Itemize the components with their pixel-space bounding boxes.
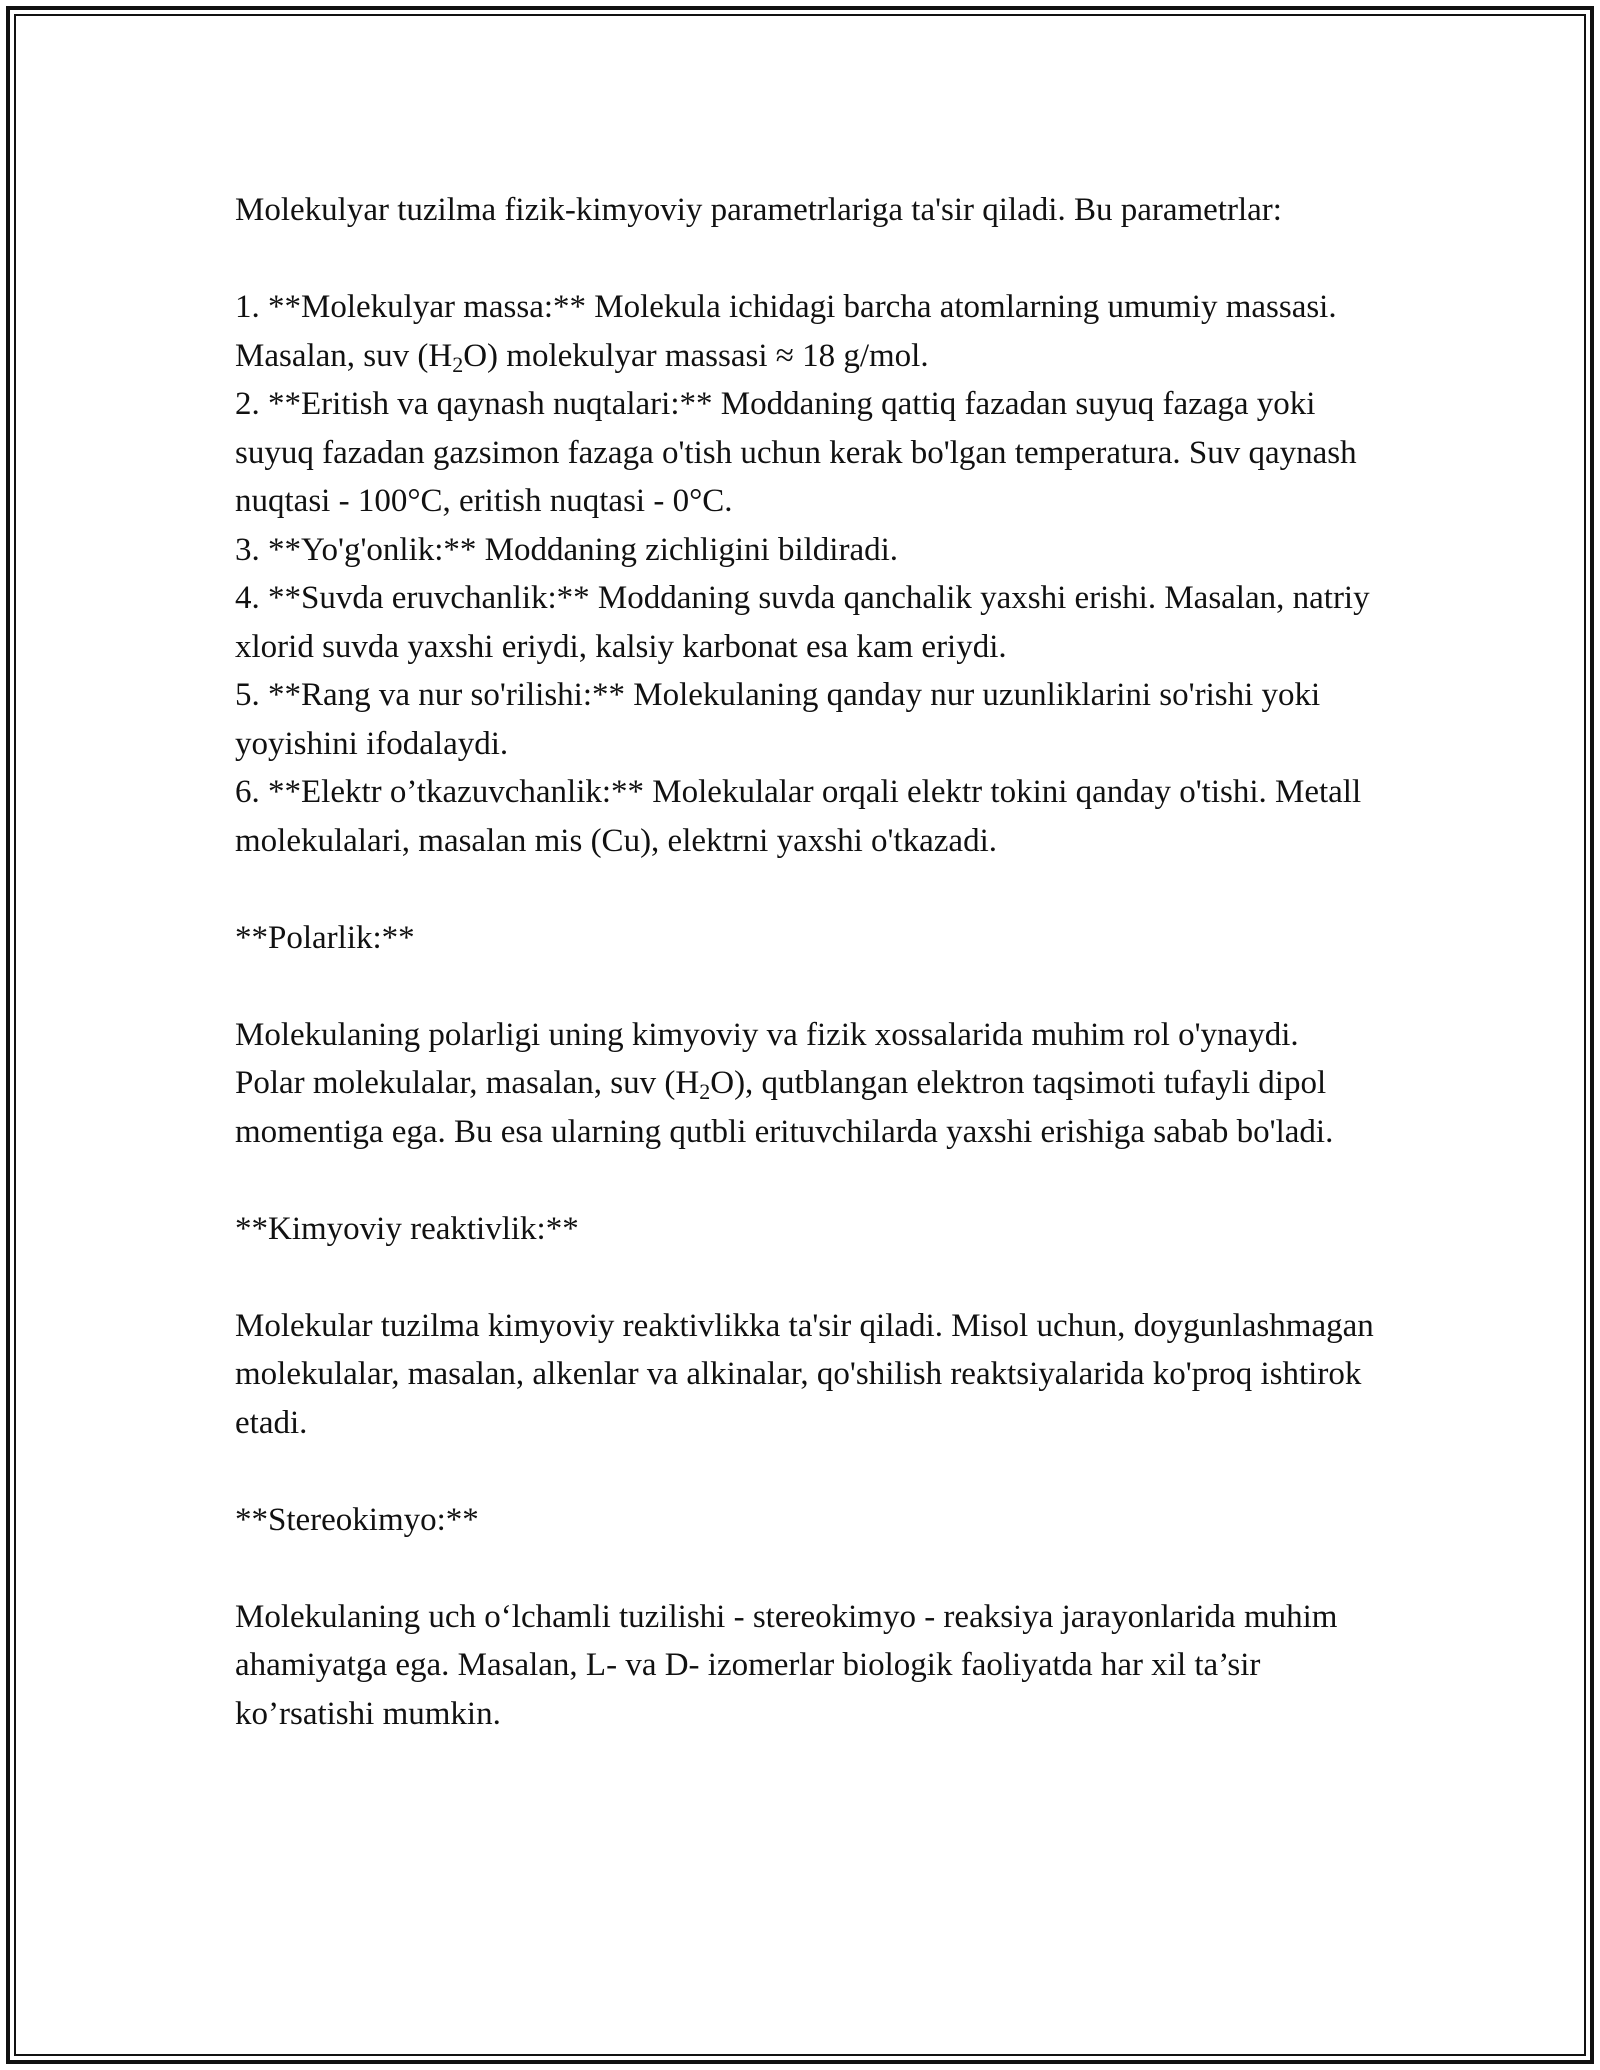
polarlik-paragraph [235, 1011, 1375, 1157]
section-heading-stereokimyo: **Stereokimyo:** [235, 1501, 479, 1538]
spacer [235, 1156, 1375, 1205]
polarlik-text: Molekulaning polarligi uning kimyoviy va fizik xossalarida muhim rol o'ynaydi. Polar molekulalar, masalan, suv (H [235, 1016, 1299, 1101]
stereokimyo-paragraph: Molekulaning uch o‘lchamli tuzilishi - stereokimyo - reaksiya jarayonlarida muhim ahamiyatga ega. Masalan, L- va D- izomerlar biologik faoliyatda har xil ta’sir ko’rsatishi mumkin. [235, 1598, 1338, 1732]
spacer [235, 1447, 1375, 1496]
subscript-2: 2 [699, 1079, 711, 1104]
list-item-melting-boiling: 2. **Eritish va qaynash nuqtalari:** Moddaning qattiq fazadan suyuq fazaga yoki suyuq fazadan gazsimon fazaga o'tish uchun kerak bo'lgan temperatura. Suv qaynash nuqtasi - 100°C, eritish nuqtasi - 0°C. [235, 386, 1357, 519]
list-item-1-text: 1. **Molekulyar massa:** Molekula ichidagi barcha atomlarning umumiy massasi. Masalan, suv (H [235, 289, 1337, 374]
spacer [235, 865, 1375, 914]
subscript-2: 2 [452, 351, 464, 377]
spacer [235, 235, 1375, 284]
list-item-density: 3. **Yo'g'onlik:** Moddaning zichligini bildiradi. [235, 531, 899, 568]
spacer [235, 1253, 1375, 1302]
reaktivlik-paragraph: Molekular tuzilma kimyoviy reaktivlikka ta'sir qiladi. Misol uchun, doygunlashmagan molekulalar, masalan, alkenlar va alkinalar, qo'shilish reaktsiyalarida ko'proq ishtirok etadi. [235, 1307, 1374, 1441]
list-item-molecular-mass [235, 283, 1375, 380]
spacer [235, 962, 1375, 1011]
spacer [235, 1544, 1375, 1593]
section-heading-reaktivlik: **Kimyoviy reaktivlik:** [235, 1210, 579, 1247]
section-heading-polarlik: **Polarlik:** [235, 919, 415, 956]
list-item-solubility: 4. **Suvda eruvchanlik:** Moddaning suvda qanchalik yaxshi erishi. Masalan, natriy xlorid suvda yaxshi eriydi, kalsiy karbonat esa kam eriydi. [235, 580, 1370, 665]
polarlik-text-cont: O), qutblangan elektron taqsimoti tufayli dipol momentiga ega. Bu esa ularning qutbli erituvchilarda yaxshi erishiga sabab bo'ladi. [235, 1065, 1334, 1150]
list-item-conductivity: 6. **Elektr o’tkazuvchanlik:** Molekulalar orqali elektr tokini qanday o'tishi. Metall molekulalari, masalan mis (Cu), elektrni yaxshi o'tkazadi. [235, 774, 1362, 859]
list-item-color-absorption: 5. **Rang va nur so'rilishi:** Molekulaning qanday nur uzunliklarini so'rishi yoki yoyishini ifodalaydi. [235, 677, 1321, 762]
intro-paragraph: Molekulyar tuzilma fizik-kimyoviy parametrlariga ta'sir qiladi. Bu parametrlar: [235, 192, 1282, 228]
document-body [235, 186, 1375, 1738]
list-item-1-text-cont: O) molekulyar massasi ≈ 18 g/mol. [463, 337, 929, 374]
